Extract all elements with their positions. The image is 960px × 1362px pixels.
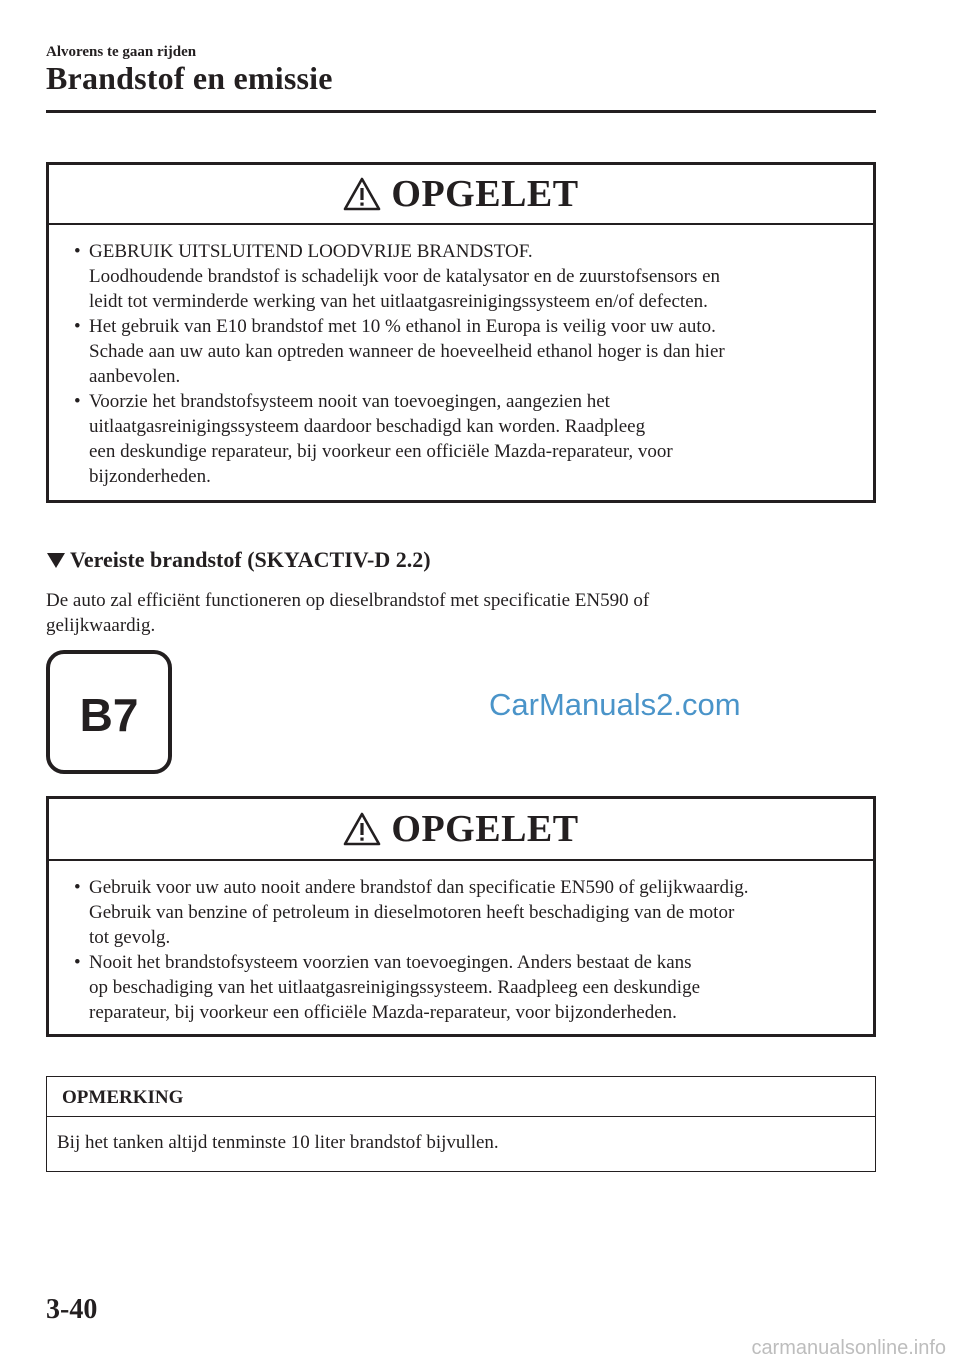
caution-header-1 bbox=[49, 165, 873, 225]
caution-1-item-2: • Het gebruik van E10 brandstof met 10 % ethanol in Europa is veilig voor uw auto. Schade aan uw auto kan optreden wanneer de hoeveelheid ethanol hoger is dan hier aanbevolen. bbox=[74, 316, 725, 387]
section-heading-text: Vereiste brandstof (SKYACTIV-D 2.2) bbox=[70, 547, 431, 572]
page-number: 3-40 bbox=[46, 1294, 98, 1325]
bullet-icon: • bbox=[74, 952, 81, 973]
watermark-text: CarManuals2.com bbox=[489, 687, 741, 722]
section-heading bbox=[46, 547, 431, 573]
page-title: Brandstof en emissie bbox=[46, 60, 333, 96]
caution-box-2 bbox=[46, 796, 876, 1037]
footer-watermark: carmanualsonline.info bbox=[751, 1337, 946, 1359]
b7-fuel-label-icon bbox=[46, 650, 172, 774]
triangle-down-icon bbox=[46, 551, 66, 569]
bullet-icon: • bbox=[74, 316, 81, 337]
caution-1-item-1: • GEBRUIK UITSLUITEND LOODVRIJE BRANDSTOF. Loodhoudende brandstof is schadelijk voor de katalysator en de zuurstofsensors en leidt tot verminderde werking van het uitlaatgasreinigingssysteem en/of defecten. bbox=[74, 241, 721, 312]
bullet-icon: • bbox=[74, 391, 81, 412]
warning-triangle-icon bbox=[343, 812, 381, 846]
note-text: Bij het tanken altijd tenminste 10 liter brandstof bijvullen. bbox=[57, 1132, 499, 1153]
section-label: Alvorens te gaan rijden bbox=[46, 44, 197, 60]
caution-body-2 bbox=[49, 861, 873, 1025]
caution-title-2: OPGELET bbox=[391, 808, 579, 850]
section-paragraph: De auto zal efficiënt functioneren op dieselbrandstof met specificatie EN590 of gelijkwaardig. bbox=[46, 590, 650, 636]
b7-label-text: B7 bbox=[79, 689, 139, 741]
caution-title-1: OPGELET bbox=[391, 173, 579, 215]
caution-body-1 bbox=[49, 225, 873, 489]
caution-2-item-1: • Gebruik voor uw auto nooit andere brandstof dan specificatie EN590 of gelijkwaardig. Gebruik van benzine of petroleum in dieselmotoren heeft beschadiging van de motor tot gevolg. bbox=[74, 877, 749, 948]
note-box bbox=[46, 1076, 876, 1172]
warning-triangle-icon bbox=[343, 177, 381, 211]
note-title: OPMERKING bbox=[47, 1077, 875, 1117]
bullet-icon: • bbox=[74, 877, 81, 898]
caution-header-2 bbox=[49, 799, 873, 861]
header-divider bbox=[46, 110, 876, 113]
caution-1-item-3: • Voorzie het brandstofsysteem nooit van toevoegingen, aangezien het uitlaatgasreinigingssysteem daardoor beschadigd kan worden. Raadpleeg een deskundige reparateur, bij voorkeur een officiële Mazda-reparateur, voor bijzonderheden. bbox=[74, 391, 673, 487]
caution-box-1 bbox=[46, 162, 876, 503]
caution-2-item-2: • Nooit het brandstofsysteem voorzien van toevoegingen. Anders bestaat de kans op beschadiging van het uitlaatgasreinigingssysteem. Raadpleeg een deskundige reparateur, bij voorkeur een officiële Mazda-reparateur, voor bijzonderheden. bbox=[74, 952, 700, 1023]
bullet-icon: • bbox=[74, 241, 81, 262]
